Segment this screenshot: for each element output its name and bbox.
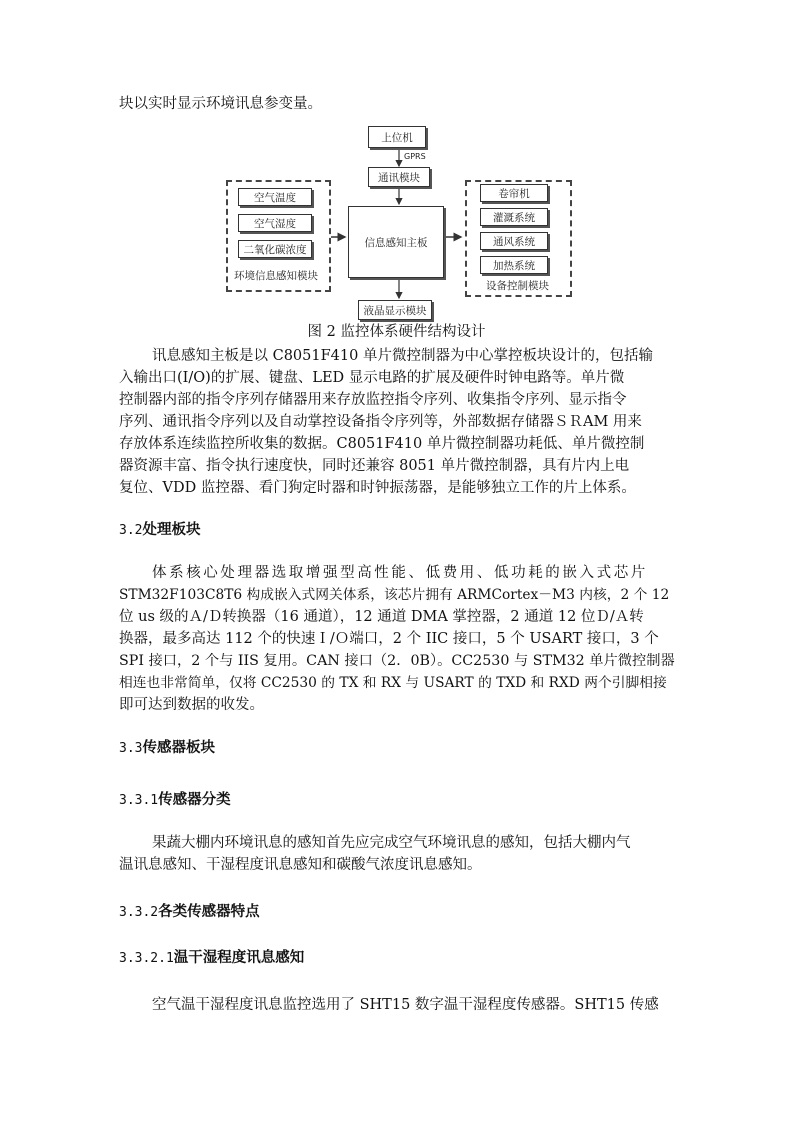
dev-group-label: 设备控制模块 bbox=[486, 280, 549, 292]
p1-line-4: 序列、通讯指令序列以及自动掌控设备指令序列等，外部数据存储器ＳＲAM 用来 bbox=[119, 414, 642, 430]
p2-line-1: 体系核心处理器选取增强型高性能、低费用、低功耗的嵌入式芯片 bbox=[152, 565, 648, 581]
intro-line: 块以实时显示环境讯息参变量。 bbox=[119, 96, 322, 112]
p2-line-7: 即可达到数据的收发。 bbox=[119, 697, 264, 713]
p3-line-1: 果蔬大棚内环境讯息的感知首先应完成空气环境讯息的感知，包括大棚内气 bbox=[152, 835, 631, 851]
heading-3-3-text: 传感器板块 bbox=[142, 739, 215, 756]
p1-line-7: 复位、VDD 监控器、看门狗定时器和时钟振荡器，是能够独立工作的片上体系。 bbox=[119, 480, 636, 496]
heading-3-3-2-number: 3.3.2 bbox=[119, 905, 159, 920]
p1-line-2: 入输出口(I/O)的扩展、键盘、LED 显示电路的扩展及硬件时钟电路等。单片微 bbox=[119, 370, 625, 386]
heading-3-3-2-1 bbox=[119, 948, 304, 969]
main-board-box: 信息感知主板 bbox=[348, 206, 444, 278]
heading-3-2 bbox=[119, 520, 200, 541]
heading-3-3-1 bbox=[119, 790, 231, 811]
gprs-label: GPRS bbox=[404, 152, 426, 161]
heading-3-3-1-number: 3.3.1 bbox=[119, 793, 159, 808]
heading-3-2-number: 3.2 bbox=[119, 523, 143, 538]
p1-line-5: 存放体系连续监控所收集的数据。C8051F410 单片微控制器功耗低、单片微控制 bbox=[119, 436, 645, 452]
heading-3-3-1-text: 传感器分类 bbox=[158, 791, 231, 808]
env-item-co2: 二氧化碳浓度 bbox=[238, 240, 312, 258]
heading-3-3-2 bbox=[119, 902, 260, 923]
dev-item-ventilation: 通风系统 bbox=[480, 232, 548, 250]
p1-line-6: 器资源丰富、指令执行速度快，同时还兼容 8051 单片微控制器，具有片内上电 bbox=[119, 458, 630, 474]
heading-3-3-2-1-number: 3.3.2.1 bbox=[119, 951, 174, 966]
dev-item-roller: 卷帘机 bbox=[480, 184, 548, 202]
figure-caption: 图 2 监控体系硬件结构设计 bbox=[307, 324, 486, 340]
env-group-label: 环境信息感知模块 bbox=[234, 270, 318, 282]
dev-item-irrigation: 灌溉系统 bbox=[480, 208, 548, 226]
heading-3-2-text: 处理板块 bbox=[142, 521, 201, 538]
heading-3-3-number: 3.3 bbox=[119, 741, 143, 756]
env-item-temperature: 空气温度 bbox=[238, 188, 312, 206]
comm-box: 通讯模块 bbox=[368, 167, 430, 187]
p2-line-2: STM32F103C8T6 构成嵌入式网关体系，该芯片拥有 ARMCortex－M3 内核，2 个 12 bbox=[119, 587, 670, 603]
host-box: 上位机 bbox=[368, 126, 426, 148]
p4-line-1: 空气温干湿程度讯息监控选用了 SHT15 数字温干湿程度传感器。SHT15 传感 bbox=[152, 997, 659, 1013]
p2-line-3: 位 us 级的Ａ/Ｄ转换器（16 通道），12 通道 DMA 掌控器，2 通道 12 位Ｄ/Ａ转 bbox=[119, 609, 644, 625]
dev-item-heating: 加热系统 bbox=[480, 256, 548, 274]
heading-3-3 bbox=[119, 738, 215, 759]
hardware-structure-diagram bbox=[218, 120, 574, 322]
p2-line-4: 换器，最多高达 112 个的快速Ｉ/Ｏ端口，2 个 IIC 接口，5 个 USART 接口，3 个 bbox=[119, 631, 659, 647]
p3-line-2: 温讯息感知、干湿程度讯息感知和碳酸气浓度讯息感知。 bbox=[119, 857, 482, 873]
env-item-humidity: 空气湿度 bbox=[238, 214, 312, 232]
p1-line-3: 控制器内部的指令序列存储器用来存放监控指令序列、收集指令序列、显示指令 bbox=[119, 392, 627, 408]
p2-line-6: 相连也非常简单，仅将 CC2530 的 TX 和 RX 与 USART 的 TXD 和 RXD 两个引脚相接 bbox=[119, 675, 667, 691]
heading-3-3-2-text: 各类传感器特点 bbox=[158, 903, 260, 920]
lcd-box: 液晶显示模块 bbox=[358, 300, 432, 320]
p2-line-5: SPI 接口，2 个与 IIS 复用。CAN 接口（2．0B）。CC2530 与 STM32 单片微控制器 bbox=[119, 653, 675, 669]
p1-line-1: 讯息感知主板是以 C8051F410 单片微控制器为中心掌控板块设计的，包括输 bbox=[152, 348, 653, 364]
heading-3-3-2-1-text: 温干湿程度讯息感知 bbox=[173, 949, 305, 966]
